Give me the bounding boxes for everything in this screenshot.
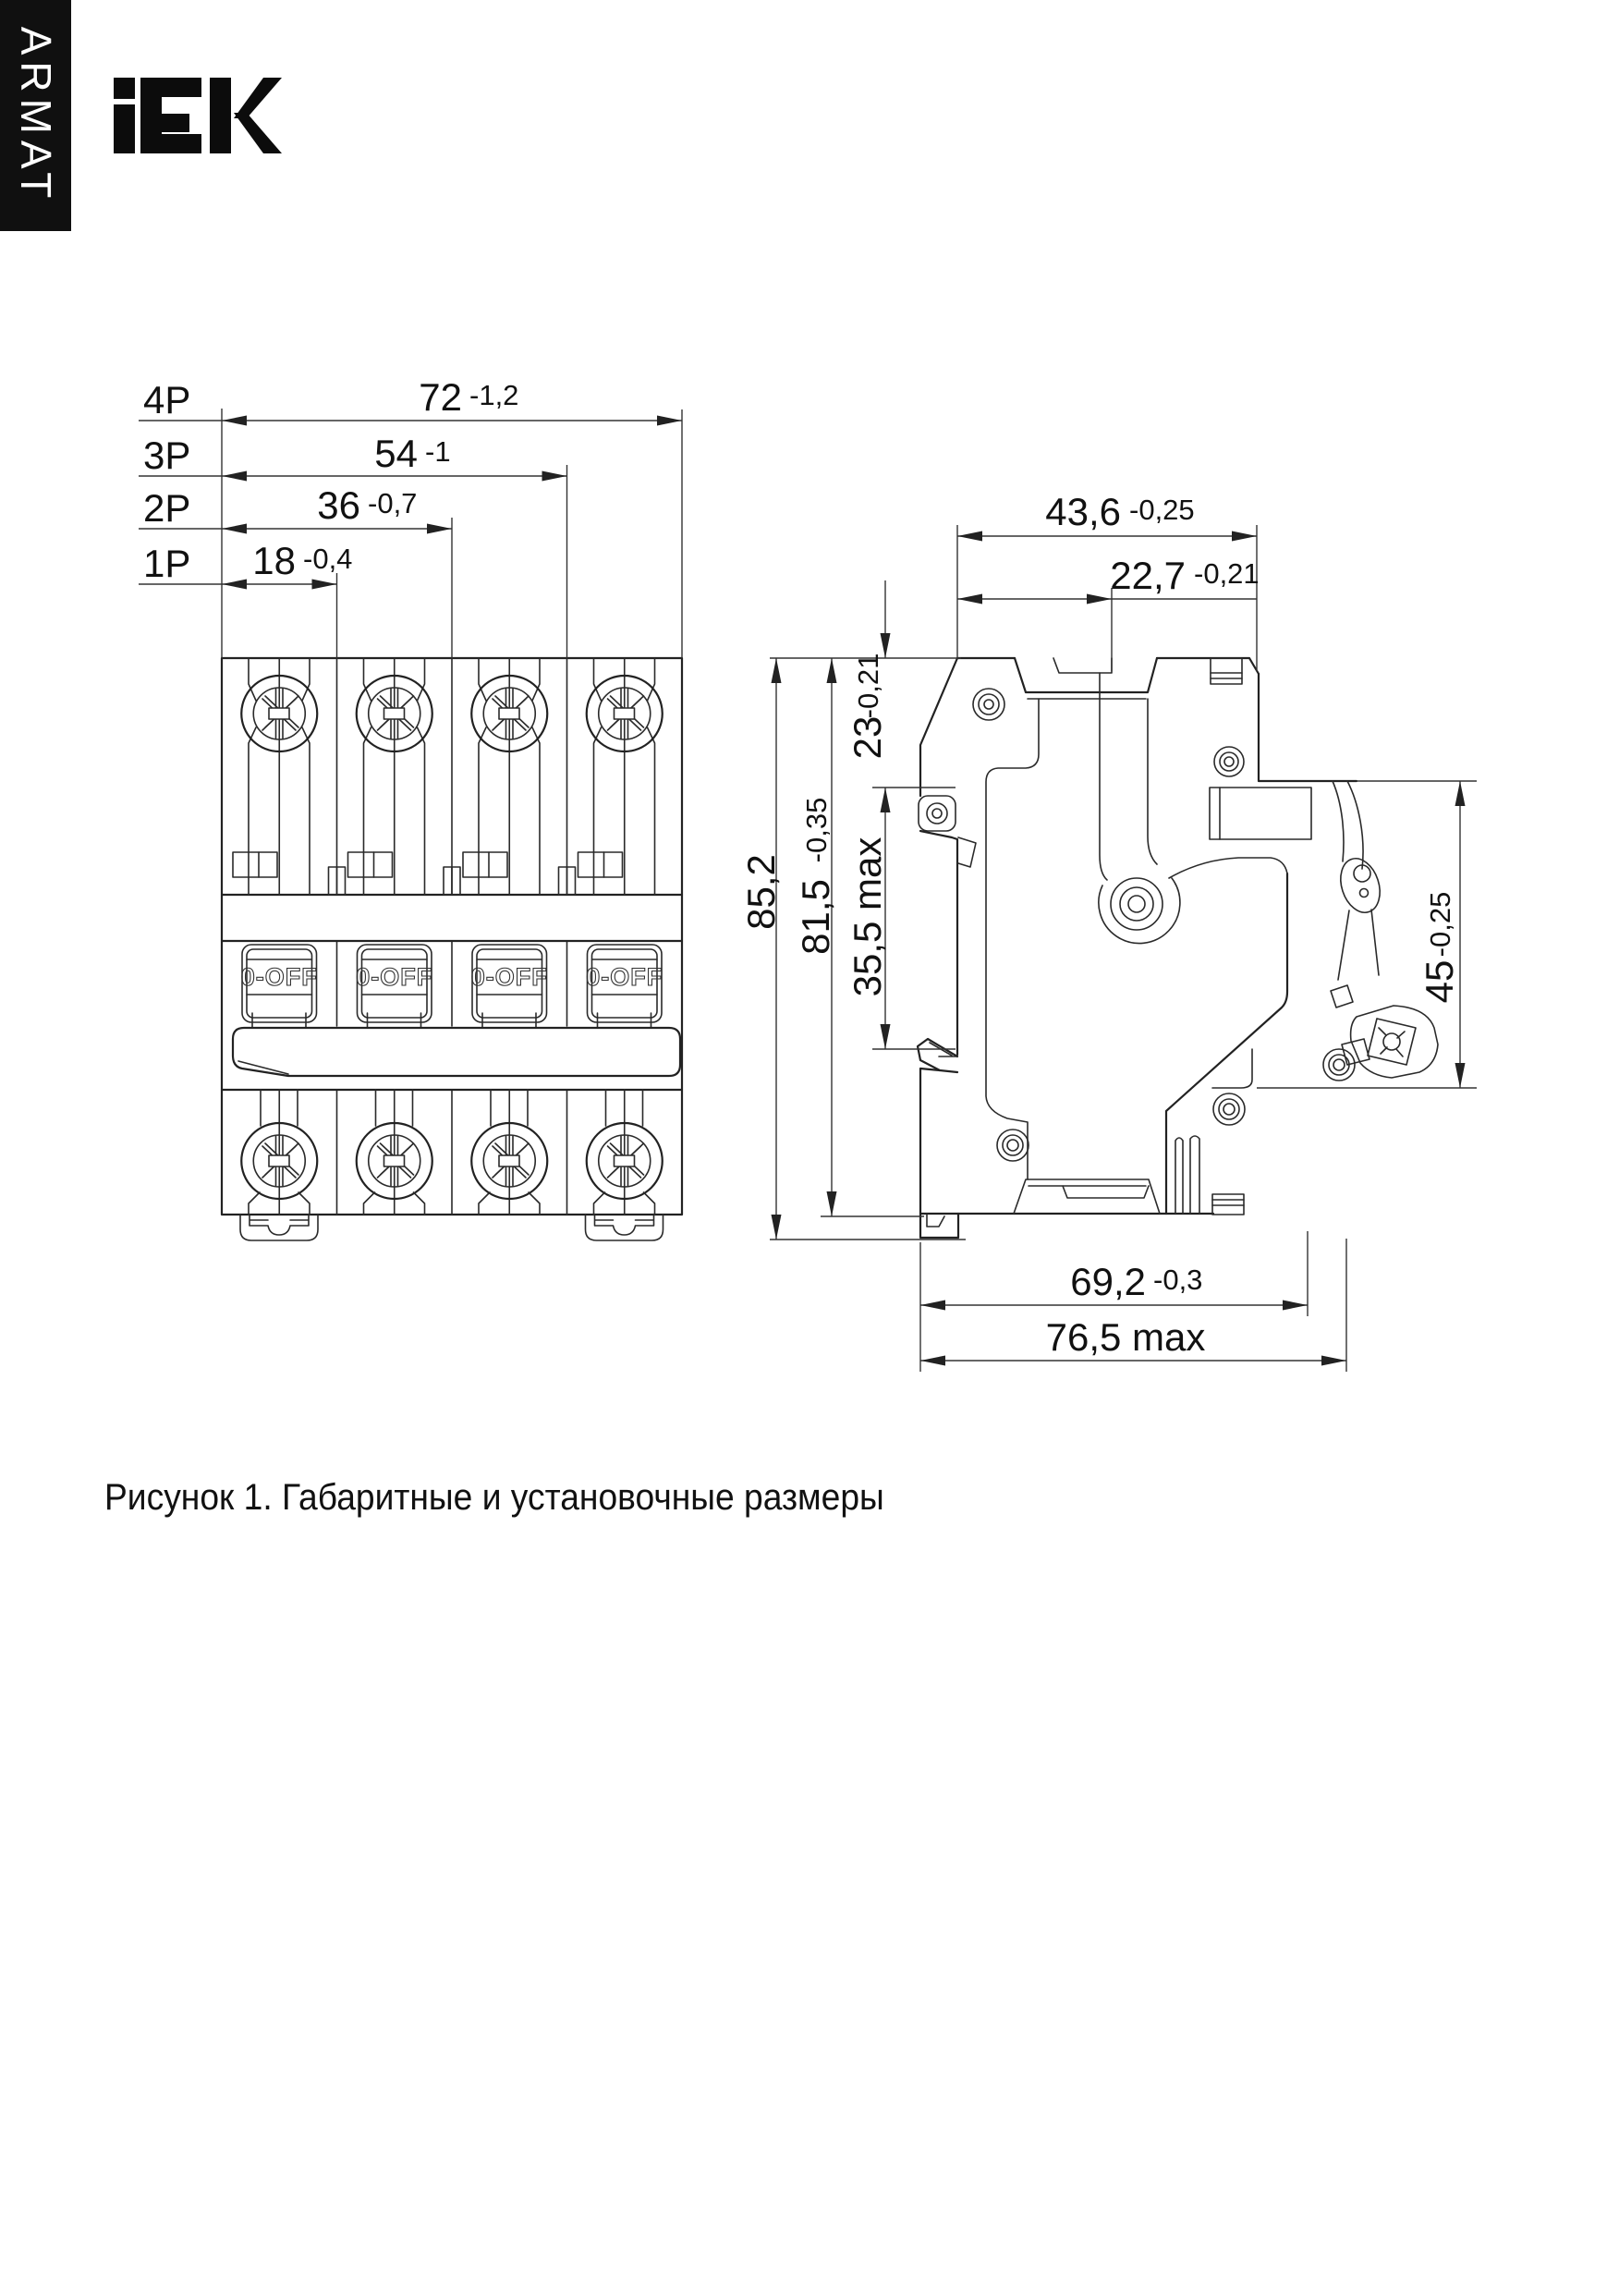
dim-54-tol: -1 <box>425 435 451 468</box>
dim-43-6: 43,6 <box>1045 490 1121 533</box>
dim-81-5-tol: -0,35 <box>800 797 833 863</box>
dim-36: 36 <box>317 483 360 527</box>
dim-22-7-tol: -0,21 <box>1194 557 1260 590</box>
front-view-dimensions <box>139 375 682 658</box>
din-feet <box>240 1215 663 1240</box>
dim-69-2-tol: -0,3 <box>1153 1264 1203 1296</box>
toggle-off-label-3: 0-OFF <box>470 963 548 991</box>
trip-bar <box>233 1028 680 1076</box>
pole-label-1p: 1P <box>143 542 191 585</box>
dim-18: 18 <box>252 539 296 582</box>
dim-22-7: 22,7 <box>1110 554 1186 597</box>
dim-43-6-tol: -0,25 <box>1129 494 1195 526</box>
dim-54: 54 <box>374 432 418 475</box>
toggle-off-label-4: 0-OFF <box>586 963 663 991</box>
front-view-drawing <box>222 658 682 1240</box>
side-view-drawing <box>918 658 1438 1238</box>
figure-caption: Рисунок 1. Габаритные и установочные размеры <box>104 1477 884 1518</box>
dim-18-tol: -0,4 <box>303 543 353 575</box>
dim-72-tol: -1,2 <box>469 379 519 411</box>
pole-label-3p: 3P <box>143 434 191 477</box>
dim-23: 23 <box>846 715 889 760</box>
dim-69-2: 69,2 <box>1070 1260 1146 1303</box>
dim-45: 45 <box>1418 959 1461 1004</box>
dim-76-5-max: 76,5 max <box>1045 1315 1206 1359</box>
armat-series-label: ARMAT <box>11 26 60 205</box>
toggle-off-label-2: 0-OFF <box>356 963 433 991</box>
dim-85-2: 85,2 <box>739 854 783 930</box>
toggle-off-label-1: 0-OFF <box>240 963 318 991</box>
dim-72: 72 <box>419 375 462 419</box>
dim-23-tol: -0,21 <box>852 653 884 719</box>
pole-label-2p: 2P <box>143 486 191 530</box>
dim-45-tol: -0,25 <box>1424 891 1456 958</box>
side-view-dimensions <box>739 490 1477 1372</box>
pole-label-4p: 4P <box>143 378 191 421</box>
dim-81-5: 81,5 <box>794 879 837 955</box>
dim-35-5-max: 35,5 max <box>846 837 889 997</box>
dim-36-tol: -0,7 <box>368 487 418 519</box>
